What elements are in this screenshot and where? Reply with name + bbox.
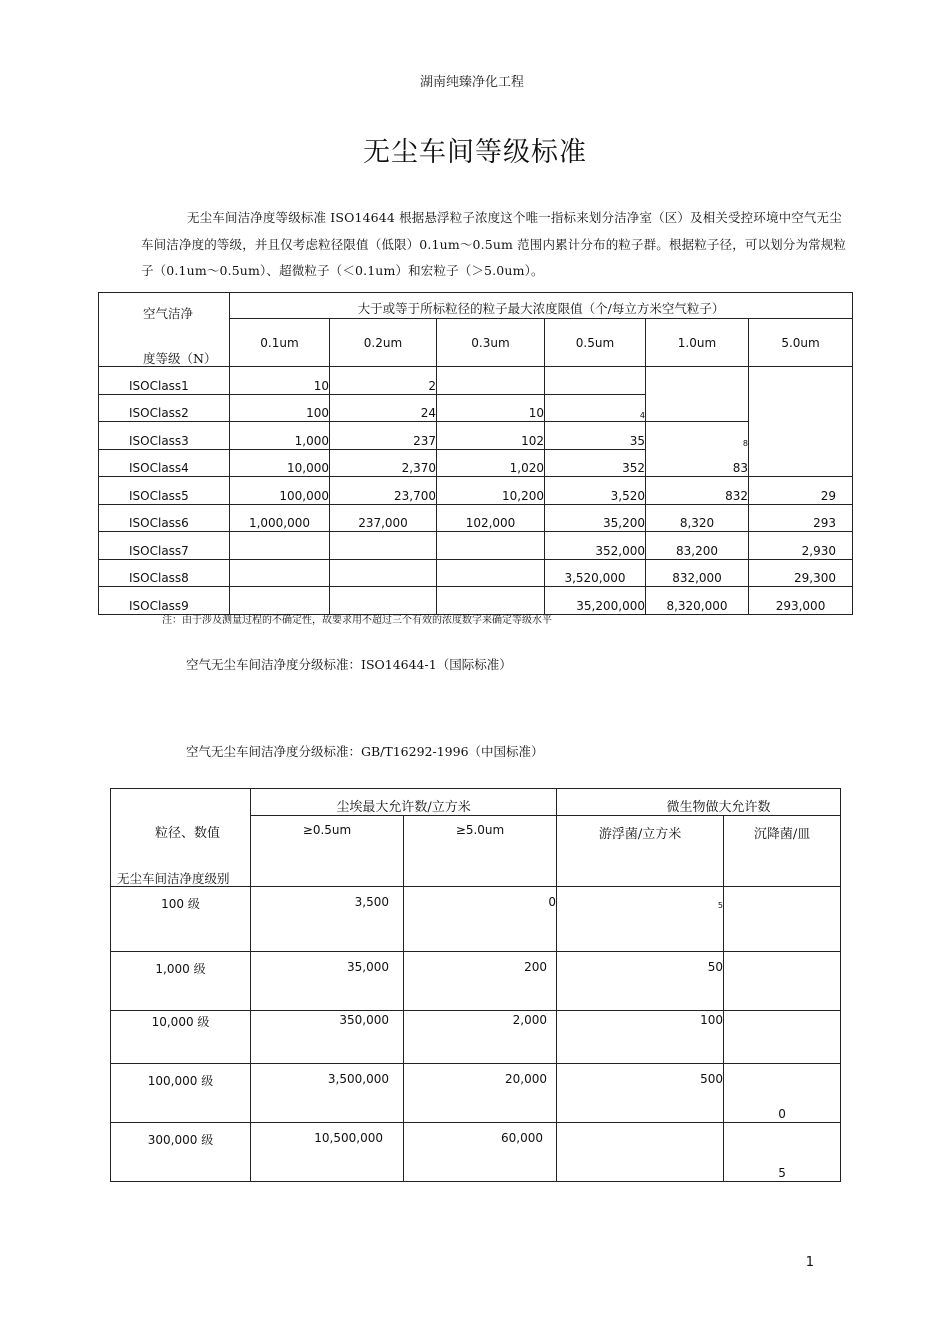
table-cell (646, 394, 749, 422)
grade-label: 10,000 级 (111, 1011, 251, 1064)
iso-class-header-bottom: 度等级（N） (143, 351, 217, 366)
table-cell: 60,000 (404, 1123, 557, 1182)
table-row (111, 1123, 841, 1182)
table-cell (437, 587, 545, 615)
table-row (111, 887, 841, 952)
iso-caption: 空气无尘车间洁净度分级标准：ISO14644-1（国际标准） (186, 657, 512, 672)
table-cell: 293,000 (749, 587, 853, 615)
table-cell: 2,370 (330, 449, 437, 477)
table-cell: 24 (330, 394, 437, 422)
table-cell: 5 (557, 887, 724, 952)
table-row (99, 367, 853, 395)
table-cell: 35,200 (545, 504, 646, 532)
table-cell (557, 1123, 724, 1182)
table-cell: 10,200 (437, 477, 545, 505)
size-header-2: 0.3um (437, 319, 545, 367)
table-cell: 237,000 (330, 504, 437, 532)
table-cell (724, 952, 841, 1011)
table-cell: 20,000 (404, 1064, 557, 1123)
table-cell: 1,000,000 (230, 504, 330, 532)
table-cell (230, 532, 330, 560)
subhead-2: 游浮菌/立方米 (557, 816, 724, 887)
table-row (111, 1064, 841, 1123)
table-cell (749, 449, 853, 477)
table-cell: 832 (646, 477, 749, 505)
size-header-4: 1.0um (646, 319, 749, 367)
table-cell: 102,000 (437, 504, 545, 532)
table-cell (749, 394, 853, 422)
table-cell: 3,520 (545, 477, 646, 505)
iso-class-label: ISOClass2 (99, 394, 230, 422)
grade-label: 100 级 (111, 887, 251, 952)
intro-paragraph: 无尘车间洁净度等级标准 ISO14644 根据悬浮粒子浓度这个唯一指标来划分洁净室（区）及相关受控环境中空气无尘车间洁净度的等级，并且仅考虑粒径限值（低限）0.1um～0.5um 范围内累计分布的粒子群。根据粒子径，可以划分为常规粒子（0.1um～0.5um）、超微粒子（＜0.1um）和宏粒子（＞5.0um）。 (141, 210, 847, 278)
table-cell (646, 367, 749, 395)
table-cell: 0 (724, 1064, 841, 1123)
table-cell: 3,500,000 (251, 1064, 404, 1123)
table-row (99, 422, 853, 450)
table-note: 注：由于涉及测量过程的不确定性，故要求用不超过三个有效的浓度数字来确定等级水平 (162, 615, 552, 626)
size-header-5: 5.0um (749, 319, 853, 367)
iso-class-header-top: 空气洁净 (143, 306, 194, 321)
table-cell: 2 (330, 367, 437, 395)
table-cell: 35 (545, 422, 646, 450)
size-header-3: 0.5um (545, 319, 646, 367)
table-cell (330, 559, 437, 587)
table-cell (330, 532, 437, 560)
table-cell (330, 587, 437, 615)
subhead-0: ≥0.5um (251, 816, 404, 887)
table-cell: 5 (724, 1123, 841, 1182)
table-cell (724, 1011, 841, 1064)
microbe-header: 微生物做大允许数 (557, 789, 841, 816)
table-cell: 83 (646, 449, 749, 477)
table-cell: 35,000 (251, 952, 404, 1011)
table-cell (230, 587, 330, 615)
table-cell: 10 (437, 394, 545, 422)
iso-class-table (98, 292, 853, 615)
table-cell (437, 367, 545, 395)
table-cell: 2,930 (749, 532, 853, 560)
iso-class-label: ISOClass6 (99, 504, 230, 532)
table-cell: 102 (437, 422, 545, 450)
gb-header-bottom: 无尘车间洁净度级别 (117, 871, 230, 886)
table-cell (230, 559, 330, 587)
table-cell: 8,320 (646, 504, 749, 532)
iso-class-label: ISOClass4 (99, 449, 230, 477)
table-row (99, 532, 853, 560)
page-number: 1 (805, 1255, 814, 1270)
table-cell: 4 (639, 411, 645, 420)
table-cell: 8,320,000 (646, 587, 749, 615)
table-cell: 1,000 (230, 422, 330, 450)
table-cell: 1,020 (437, 449, 545, 477)
table-cell: 3,500 (251, 887, 404, 952)
table-cell (724, 887, 841, 952)
subhead-1: ≥5.0um (404, 816, 557, 887)
iso-class-label: ISOClass9 (99, 587, 230, 615)
iso-class-header-cell (99, 293, 230, 367)
table-cell (749, 367, 853, 395)
table-row (111, 1011, 841, 1064)
table-cell: 50 (557, 952, 724, 1011)
table-cell (545, 367, 646, 395)
grade-label: 100,000 级 (111, 1064, 251, 1123)
table-cell: 8 (742, 439, 748, 448)
page-title: 无尘车间等级标准 (363, 137, 587, 168)
table-cell (437, 532, 545, 560)
dust-header: 尘埃最大允许数/立方米 (251, 789, 557, 816)
table-cell: 350,000 (251, 1011, 404, 1064)
size-header-1: 0.2um (330, 319, 437, 367)
iso-class-label: ISOClass3 (99, 422, 230, 450)
table-cell: 10,000 (230, 449, 330, 477)
table-cell: 100 (557, 1011, 724, 1064)
table-cell: 2,000 (404, 1011, 557, 1064)
table-cell: 352,000 (545, 532, 646, 560)
subhead-3: 沉降菌/皿 (724, 816, 841, 887)
table-cell: 23,700 (330, 477, 437, 505)
table-cell: 293 (749, 504, 853, 532)
table-cell: 200 (404, 952, 557, 1011)
table-cell: 10 (230, 367, 330, 395)
gb-header-top: 粒径、数值 (155, 826, 221, 841)
table-row (99, 394, 853, 422)
iso-class-label: ISOClass1 (99, 367, 230, 395)
table-cell: 237 (330, 422, 437, 450)
table-cell: 832,000 (646, 559, 749, 587)
iso-class-label: ISOClass8 (99, 559, 230, 587)
table-cell: 10,500,000 (251, 1123, 404, 1182)
table-cell: 29 (749, 477, 853, 505)
gb-header-cell (111, 789, 251, 887)
gb-caption: 空气无尘车间洁净度分级标准：GB/T16292-1996（中国标准） (186, 744, 544, 759)
table-row (99, 504, 853, 532)
table-row (99, 559, 853, 587)
table-cell: 29,300 (749, 559, 853, 587)
table-cell: 35,200,000 (545, 587, 646, 615)
table-cell: 3,520,000 (545, 559, 646, 587)
grade-label: 1,000 级 (111, 952, 251, 1011)
iso-concentration-header: 大于或等于所标粒径的粒子最大浓度限值（个/每立方米空气粒子） (230, 293, 853, 319)
table-cell: 83,200 (646, 532, 749, 560)
table-cell: 500 (557, 1064, 724, 1123)
table-cell: 100 (230, 394, 330, 422)
table-row (99, 449, 853, 477)
table-row (99, 477, 853, 505)
table-cell: 0 (404, 887, 557, 952)
table-cell (749, 422, 853, 450)
company-header: 湖南纯臻净化工程 (420, 75, 525, 90)
table-row (99, 587, 853, 615)
grade-label: 300,000 级 (111, 1123, 251, 1182)
table-cell: 352 (545, 449, 646, 477)
iso-class-label: ISOClass7 (99, 532, 230, 560)
table-cell (437, 559, 545, 587)
table-cell: 100,000 (230, 477, 330, 505)
gb-grade-table (110, 788, 841, 1182)
size-header-0: 0.1um (230, 319, 330, 367)
table-row (111, 952, 841, 1011)
iso-class-label: ISOClass5 (99, 477, 230, 505)
